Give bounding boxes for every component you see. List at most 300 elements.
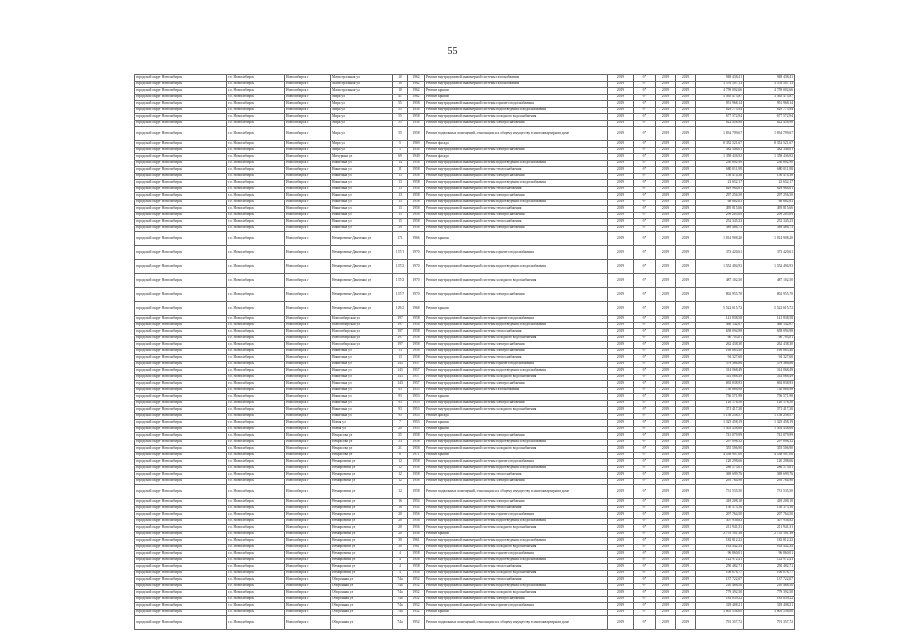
build-year-cell: 1962 [408, 81, 425, 88]
end-year-cell: 2019 [676, 387, 696, 394]
plan-year-cell: 2019 [608, 335, 634, 342]
work-type-cell: Ремонт фасада [425, 413, 608, 420]
end-year-cell: 2019 [676, 577, 696, 584]
total-cost-cell: 5 522 615,72 [744, 302, 795, 316]
locality-cell: Новосибирск г [285, 538, 331, 545]
municipality-cell: городской округ Новосибирск [135, 420, 227, 427]
municipality-cell: городской округ Новосибирск [135, 564, 227, 571]
build-year-cell: 1958 [408, 186, 425, 193]
end-year-cell: 2019 [676, 551, 696, 558]
house-number-cell: 12 [393, 485, 408, 499]
work-type-cell: Ремонт внутридомовой инженерной системы водоотведения и водоснабжения [425, 180, 608, 187]
start-year-cell: 2019 [656, 531, 676, 538]
municipality-cell: городской округ Новосибирск [135, 75, 227, 82]
cost-cell: 1 834 799,67 [696, 127, 744, 141]
build-year-cell: 1958 [408, 160, 425, 167]
house-number-cell: 197 [393, 316, 408, 323]
total-cost-cell: 3 376 507,13 [744, 81, 795, 88]
cost-cell: 4 538 907,00 [696, 452, 744, 459]
street-cell: Немировича ул [331, 518, 393, 525]
district-cell: г.о. Новосибирск [227, 446, 285, 453]
street-cell: Немировича ул [331, 531, 393, 538]
build-year-cell: 1952 [408, 583, 425, 590]
plan-year-cell: 2019 [608, 288, 634, 302]
work-type-cell: Ремонт внутридомовой инженерной системы электроснабжения [425, 173, 608, 180]
work-type-cell: Ремонт крыши [425, 452, 608, 459]
locality-cell: Новосибирск г [285, 81, 331, 88]
build-year-cell: 1958 [408, 564, 425, 571]
house-number-cell: 8 [393, 452, 408, 459]
end-year-cell: 2019 [676, 616, 696, 630]
end-year-cell: 2019 [676, 127, 696, 141]
source-cell: б* [634, 525, 656, 532]
start-year-cell: 2019 [656, 232, 676, 246]
municipality-cell: городской округ Новосибирск [135, 94, 227, 101]
total-cost-cell: 8 352 521,67 [744, 141, 795, 148]
district-cell: г.о. Новосибирск [227, 505, 285, 512]
locality-cell: Новосибирск г [285, 525, 331, 532]
locality-cell: Новосибирск г [285, 206, 331, 213]
house-number-cell: 55 [393, 127, 408, 141]
cost-cell: 680 011,98 [696, 167, 744, 174]
end-year-cell: 2019 [676, 499, 696, 506]
end-year-cell: 2019 [676, 167, 696, 174]
source-cell: б* [634, 94, 656, 101]
work-type-cell: Ремонт внутридомовой инженерной системы теплоснабжения [425, 564, 608, 571]
plan-year-cell: 2019 [608, 400, 634, 407]
district-cell: г.о. Новосибирск [227, 433, 285, 440]
municipality-cell: городской округ Новосибирск [135, 407, 227, 414]
plan-year-cell: 2019 [608, 167, 634, 174]
source-cell: б* [634, 88, 656, 95]
municipality-cell: городской округ Новосибирск [135, 180, 227, 187]
build-year-cell: 1958 [408, 114, 425, 121]
end-year-cell: 2019 [676, 413, 696, 420]
total-cost-cell: 4 538 907,00 [744, 452, 795, 459]
work-type-cell: Ремонт внутридомовой инженерной системы газоснабжения [425, 81, 608, 88]
end-year-cell: 2019 [676, 583, 696, 590]
house-number-cell: 13 [393, 348, 408, 355]
locality-cell: Новосибирск г [285, 302, 331, 316]
end-year-cell: 2019 [676, 603, 696, 610]
district-cell: г.о. Новосибирск [227, 335, 285, 342]
source-cell: б* [634, 260, 656, 274]
cost-cell: 314 068,49 [696, 368, 744, 375]
total-cost-cell: 1 303 438,68 [744, 426, 795, 433]
end-year-cell: 2019 [676, 570, 696, 577]
end-year-cell: 2019 [676, 609, 696, 616]
cost-cell: 163 442,34 [696, 544, 744, 551]
plan-year-cell: 2019 [608, 564, 634, 571]
district-cell: г.о. Новосибирск [227, 609, 285, 616]
municipality-cell: городской округ Новосибирск [135, 452, 227, 459]
build-year-cell: 1953 [408, 426, 425, 433]
locality-cell: Новосибирск г [285, 288, 331, 302]
source-cell: б* [634, 316, 656, 323]
start-year-cell: 2019 [656, 459, 676, 466]
total-cost-cell: 677 572,94 [744, 114, 795, 121]
source-cell: б* [634, 348, 656, 355]
street-cell: Немировича ул [331, 478, 393, 485]
locality-cell: Новосибирск г [285, 439, 331, 446]
municipality-cell: городской округ Новосибирск [135, 127, 227, 141]
plan-year-cell: 2019 [608, 355, 634, 362]
plan-year-cell: 2019 [608, 193, 634, 200]
start-year-cell: 2019 [656, 154, 676, 161]
municipality-cell: городской округ Новосибирск [135, 439, 227, 446]
district-cell: г.о. Новосибирск [227, 94, 285, 101]
district-cell: г.о. Новосибирск [227, 596, 285, 603]
total-cost-cell: 1 814 908,20 [744, 232, 795, 246]
locality-cell: Новосибирск г [285, 512, 331, 519]
municipality-cell: городской округ Новосибирск [135, 518, 227, 525]
source-cell: б* [634, 420, 656, 427]
work-type-cell: Ремонт внутридомовой инженерной системы холодного водоснабжения [425, 570, 608, 577]
work-type-cell: Ремонт подвальных помещений, относящихся к общему имуществу в многоквартирном доме [425, 616, 608, 630]
total-cost-cell: 318 408,21 [744, 603, 795, 610]
build-year-cell: 1957 [408, 374, 425, 381]
start-year-cell: 2019 [656, 590, 676, 597]
build-year-cell: 1958 [408, 322, 425, 329]
locality-cell: Новосибирск г [285, 260, 331, 274]
total-cost-cell: 252 345,23 [744, 219, 795, 226]
house-number-cell: 55 [393, 120, 408, 127]
municipality-cell: городской округ Новосибирск [135, 374, 227, 381]
street-cell: Магистральная ул [331, 88, 393, 95]
district-cell: г.о. Новосибирск [227, 452, 285, 459]
end-year-cell: 2019 [676, 316, 696, 323]
total-cost-cell: 297 256,50 [744, 193, 795, 200]
plan-year-cell: 2019 [608, 329, 634, 336]
plan-year-cell: 2019 [608, 531, 634, 538]
cost-cell: 1 358 436,92 [696, 154, 744, 161]
street-cell: Мира ул [331, 141, 393, 148]
source-cell: б* [634, 120, 656, 127]
locality-cell: Новосибирск г [285, 167, 331, 174]
locality-cell: Новосибирск г [285, 348, 331, 355]
build-year-cell: 1958 [408, 459, 425, 466]
district-cell: г.о. Новосибирск [227, 322, 285, 329]
work-type-cell: Ремонт внутридомовой инженерной системы горячего водоснабжения [425, 603, 608, 610]
cost-cell: 122 972,41 [696, 557, 744, 564]
plan-year-cell: 2019 [608, 478, 634, 485]
source-cell: б* [634, 199, 656, 206]
total-cost-cell: 355 506,90 [744, 446, 795, 453]
end-year-cell: 2019 [676, 75, 696, 82]
total-cost-cell: 68 662,63 [744, 199, 795, 206]
source-cell: б* [634, 426, 656, 433]
district-cell: г.о. Новосибирск [227, 439, 285, 446]
plan-year-cell: 2019 [608, 260, 634, 274]
build-year-cell: 1958 [408, 485, 425, 499]
locality-cell: Новосибирск г [285, 127, 331, 141]
plan-year-cell: 2019 [608, 302, 634, 316]
locality-cell: Новосибирск г [285, 577, 331, 584]
end-year-cell: 2019 [676, 120, 696, 127]
work-type-cell: Ремонт внутридомовой инженерной системы теплоснабжения [425, 206, 608, 213]
start-year-cell: 2019 [656, 329, 676, 336]
end-year-cell: 2019 [676, 459, 696, 466]
start-year-cell: 2019 [656, 274, 676, 288]
street-cell: Немировича-Данченко ул [331, 274, 393, 288]
house-number-cell: 74а [393, 590, 408, 597]
work-type-cell: Ремонт внутридомовой инженерной системы холодного водоснабжения [425, 274, 608, 288]
district-cell: г.о. Новосибирск [227, 577, 285, 584]
locality-cell: Новосибирск г [285, 274, 331, 288]
municipality-cell: городской округ Новосибирск [135, 186, 227, 193]
start-year-cell: 2019 [656, 499, 676, 506]
cost-cell: 156 474,36 [696, 173, 744, 180]
municipality-cell: городской округ Новосибирск [135, 433, 227, 440]
cost-cell: 731 535,50 [696, 485, 744, 499]
locality-cell: Новосибирск г [285, 557, 331, 564]
total-cost-cell: 1 158 258,57 [744, 413, 795, 420]
street-cell: Некрасова ул [331, 439, 393, 446]
end-year-cell: 2019 [676, 219, 696, 226]
municipality-cell: городской округ Новосибирск [135, 147, 227, 154]
end-year-cell: 2019 [676, 394, 696, 401]
start-year-cell: 2019 [656, 316, 676, 323]
build-year-cell: 1958 [408, 478, 425, 485]
build-year-cell: 1949 [408, 154, 425, 161]
cost-cell: 141 838,58 [696, 316, 744, 323]
plan-year-cell: 2019 [608, 583, 634, 590]
street-cell: Мира ул [331, 147, 393, 154]
locality-cell: Новосибирск г [285, 583, 331, 590]
total-cost-cell: 951 968,14 [744, 101, 795, 108]
work-type-cell: Ремонт внутридомовой инженерной системы холодного водоснабжения [425, 525, 608, 532]
table-row [135, 274, 795, 288]
cost-cell: 120 176,50 [696, 400, 744, 407]
source-cell: б* [634, 433, 656, 440]
house-number-cell: 13 [393, 199, 408, 206]
end-year-cell: 2019 [676, 512, 696, 519]
end-year-cell: 2019 [676, 101, 696, 108]
district-cell: г.о. Новосибирск [227, 400, 285, 407]
street-cell: Никитина ул [331, 225, 393, 232]
house-number-cell: 74а [393, 583, 408, 590]
end-year-cell: 2019 [676, 302, 696, 316]
total-cost-cell: 314 068,49 [744, 368, 795, 375]
cost-cell: 741 079,99 [696, 433, 744, 440]
locality-cell: Новосибирск г [285, 485, 331, 499]
source-cell: б* [634, 288, 656, 302]
municipality-cell: городской округ Новосибирск [135, 609, 227, 616]
district-cell: г.о. Новосибирск [227, 180, 285, 187]
end-year-cell: 2019 [676, 212, 696, 219]
house-number-cell: 10 [393, 75, 408, 82]
build-year-cell: 1958 [408, 180, 425, 187]
locality-cell: Новосибирск г [285, 114, 331, 121]
work-type-cell: Ремонт внутридомовой инженерной системы водоотведения и водоснабжения [425, 260, 608, 274]
street-cell: Немировича ул [331, 505, 393, 512]
district-cell: г.о. Новосибирск [227, 342, 285, 349]
total-cost-cell: 373 420,61 [744, 246, 795, 260]
total-cost-cell: 286 573,61 [744, 465, 795, 472]
municipality-cell: городской округ Новосибирск [135, 590, 227, 597]
street-cell: Оборонная ул [331, 583, 393, 590]
total-cost-cell: 262 438,30 [744, 342, 795, 349]
source-cell: б* [634, 538, 656, 545]
work-type-cell: Ремонт внутридомовой инженерной системы электроснабжения [425, 499, 608, 506]
work-type-cell: Ремонт внутридомовой инженерной системы электроснабжения [425, 381, 608, 388]
plan-year-cell: 2019 [608, 101, 634, 108]
locality-cell: Новосибирск г [285, 88, 331, 95]
start-year-cell: 2019 [656, 538, 676, 545]
locality-cell: Новосибирск г [285, 478, 331, 485]
district-cell: г.о. Новосибирск [227, 538, 285, 545]
total-cost-cell: 163 442,34 [744, 544, 795, 551]
work-type-cell: Ремонт внутридомовой инженерной системы электроснабжения [425, 120, 608, 127]
cost-cell: 295 764,90 [696, 478, 744, 485]
locality-cell: Новосибирск г [285, 413, 331, 420]
total-cost-cell: 314 068,49 [744, 374, 795, 381]
build-year-cell: 1962 [408, 75, 425, 82]
house-number-cell: 143 [393, 368, 408, 375]
end-year-cell: 2019 [676, 335, 696, 342]
locality-cell: Новосибирск г [285, 160, 331, 167]
start-year-cell: 2019 [656, 322, 676, 329]
build-year-cell: 1956 [408, 531, 425, 538]
total-cost-cell: 207 764,50 [744, 512, 795, 519]
build-year-cell: 1958 [408, 355, 425, 362]
street-cell: Новосибирская ул [331, 335, 393, 342]
locality-cell: Новосибирск г [285, 446, 331, 453]
build-year-cell: 1952 [408, 590, 425, 597]
house-number-cell: 55 [393, 433, 408, 440]
locality-cell: Новосибирск г [285, 141, 331, 148]
start-year-cell: 2019 [656, 465, 676, 472]
end-year-cell: 2019 [676, 199, 696, 206]
start-year-cell: 2019 [656, 525, 676, 532]
cost-cell: 460 142,67 [696, 322, 744, 329]
end-year-cell: 2019 [676, 355, 696, 362]
cost-cell: 96 860,01 [696, 551, 744, 558]
total-cost-cell: 137 722,07 [744, 577, 795, 584]
plan-year-cell: 2019 [608, 596, 634, 603]
district-cell: г.о. Новосибирск [227, 199, 285, 206]
total-cost-cell: 122 972,41 [744, 557, 795, 564]
plan-year-cell: 2019 [608, 206, 634, 213]
work-type-cell: Ремонт внутридомовой инженерной системы теплоснабжения [425, 472, 608, 479]
house-number-cell: 93 [393, 413, 408, 420]
total-cost-cell: 756 571,98 [744, 394, 795, 401]
municipality-cell: городской округ Новосибирск [135, 387, 227, 394]
total-cost-cell: 4 759 002,66 [744, 88, 795, 95]
municipality-cell: городской округ Новосибирск [135, 101, 227, 108]
source-cell: б* [634, 193, 656, 200]
municipality-cell: городской округ Новосибирск [135, 206, 227, 213]
cost-cell: 230 802,90 [696, 160, 744, 167]
start-year-cell: 2019 [656, 426, 676, 433]
street-cell: Немировича-Данченко ул [331, 288, 393, 302]
locality-cell: Новосибирск г [285, 180, 331, 187]
total-cost-cell: 106 076,77 [744, 570, 795, 577]
work-type-cell: Ремонт внутридомовой инженерной системы теплоснабжения [425, 355, 608, 362]
build-year-cell: 1958 [408, 173, 425, 180]
plan-year-cell: 2019 [608, 394, 634, 401]
source-cell: б* [634, 452, 656, 459]
total-cost-cell: 779 392,50 [744, 590, 795, 597]
work-type-cell: Ремонт крыши [425, 609, 608, 616]
house-number-cell: 30 [393, 538, 408, 545]
house-number-cell: 13 [393, 173, 408, 180]
municipality-cell: городской округ Новосибирск [135, 335, 227, 342]
build-year-cell: 1968 [408, 302, 425, 316]
street-cell: Немировича ул [331, 499, 393, 506]
municipality-cell: городской округ Новосибирск [135, 260, 227, 274]
street-cell: Никитина ул [331, 167, 393, 174]
build-year-cell: 1958 [408, 465, 425, 472]
municipality-cell: городской округ Новосибирск [135, 193, 227, 200]
start-year-cell: 2019 [656, 342, 676, 349]
cost-cell: 169 863,40 [696, 348, 744, 355]
cost-cell: 120 298,66 [696, 459, 744, 466]
work-type-cell: Ремонт внутридомовой инженерной системы горячего водоснабжения [425, 361, 608, 368]
municipality-cell: городской округ Новосибирск [135, 505, 227, 512]
municipality-cell: городской округ Новосибирск [135, 322, 227, 329]
start-year-cell: 2019 [656, 206, 676, 213]
street-cell: Немировича-Данченко ул [331, 246, 393, 260]
locality-cell: Новосибирск г [285, 394, 331, 401]
street-cell: Некрасова ул [331, 433, 393, 440]
work-type-cell: Ремонт внутридомовой инженерной системы теплоснабжения [425, 219, 608, 226]
municipality-cell: городской округ Новосибирск [135, 274, 227, 288]
street-cell: Немировича ул [331, 544, 393, 551]
cost-cell: 207 764,50 [696, 512, 744, 519]
plan-year-cell: 2019 [608, 544, 634, 551]
work-type-cell: Ремонт внутридомовой инженерной системы электроснабжения [425, 212, 608, 219]
street-cell: Немировича ул [331, 472, 393, 479]
end-year-cell: 2019 [676, 531, 696, 538]
work-type-cell: Ремонт внутридомовой инженерной системы газоснабжения [425, 387, 608, 394]
end-year-cell: 2019 [676, 141, 696, 148]
locality-cell: Новосибирск г [285, 374, 331, 381]
municipality-cell: городской округ Новосибирск [135, 459, 227, 466]
municipality-cell: городской округ Новосибирск [135, 329, 227, 336]
cost-cell: 487 102,50 [696, 274, 744, 288]
cost-cell: 252 345,23 [696, 219, 744, 226]
locality-cell: Новосибирск г [285, 329, 331, 336]
build-year-cell: 1953 [408, 394, 425, 401]
district-cell: г.о. Новосибирск [227, 288, 285, 302]
plan-year-cell: 2019 [608, 348, 634, 355]
build-year-cell: 1961 [408, 538, 425, 545]
cost-cell: 318 408,21 [696, 603, 744, 610]
house-number-cell: 15 [393, 219, 408, 226]
work-type-cell: Ремонт подвальных помещений, относящихся к общему имуществу в многоквартирном доме [425, 127, 608, 141]
end-year-cell: 2019 [676, 596, 696, 603]
work-type-cell: Ремонт внутридомовой инженерной системы холодного водоснабжения [425, 544, 608, 551]
end-year-cell: 2019 [676, 590, 696, 597]
cost-cell: 299 205,09 [696, 212, 744, 219]
source-cell: б* [634, 557, 656, 564]
municipality-cell: городской округ Новосибирск [135, 219, 227, 226]
street-cell: Никитина ул [331, 173, 393, 180]
house-number-cell: 137/7 [393, 288, 408, 302]
work-type-cell: Ремонт внутридомовой инженерной системы водоотведения и водоснабжения [425, 322, 608, 329]
end-year-cell: 2019 [676, 322, 696, 329]
street-cell: Никитина ул [331, 199, 393, 206]
street-cell: Немировича-Данченко ул [331, 302, 393, 316]
source-cell: б* [634, 609, 656, 616]
end-year-cell: 2019 [676, 246, 696, 260]
cost-cell: 756 571,98 [696, 394, 744, 401]
start-year-cell: 2019 [656, 225, 676, 232]
cost-cell: 1 552 494,93 [696, 260, 744, 274]
street-cell: Немировича ул [331, 459, 393, 466]
work-type-cell: Ремонт внутридомовой инженерной системы газоснабжения [425, 75, 608, 82]
